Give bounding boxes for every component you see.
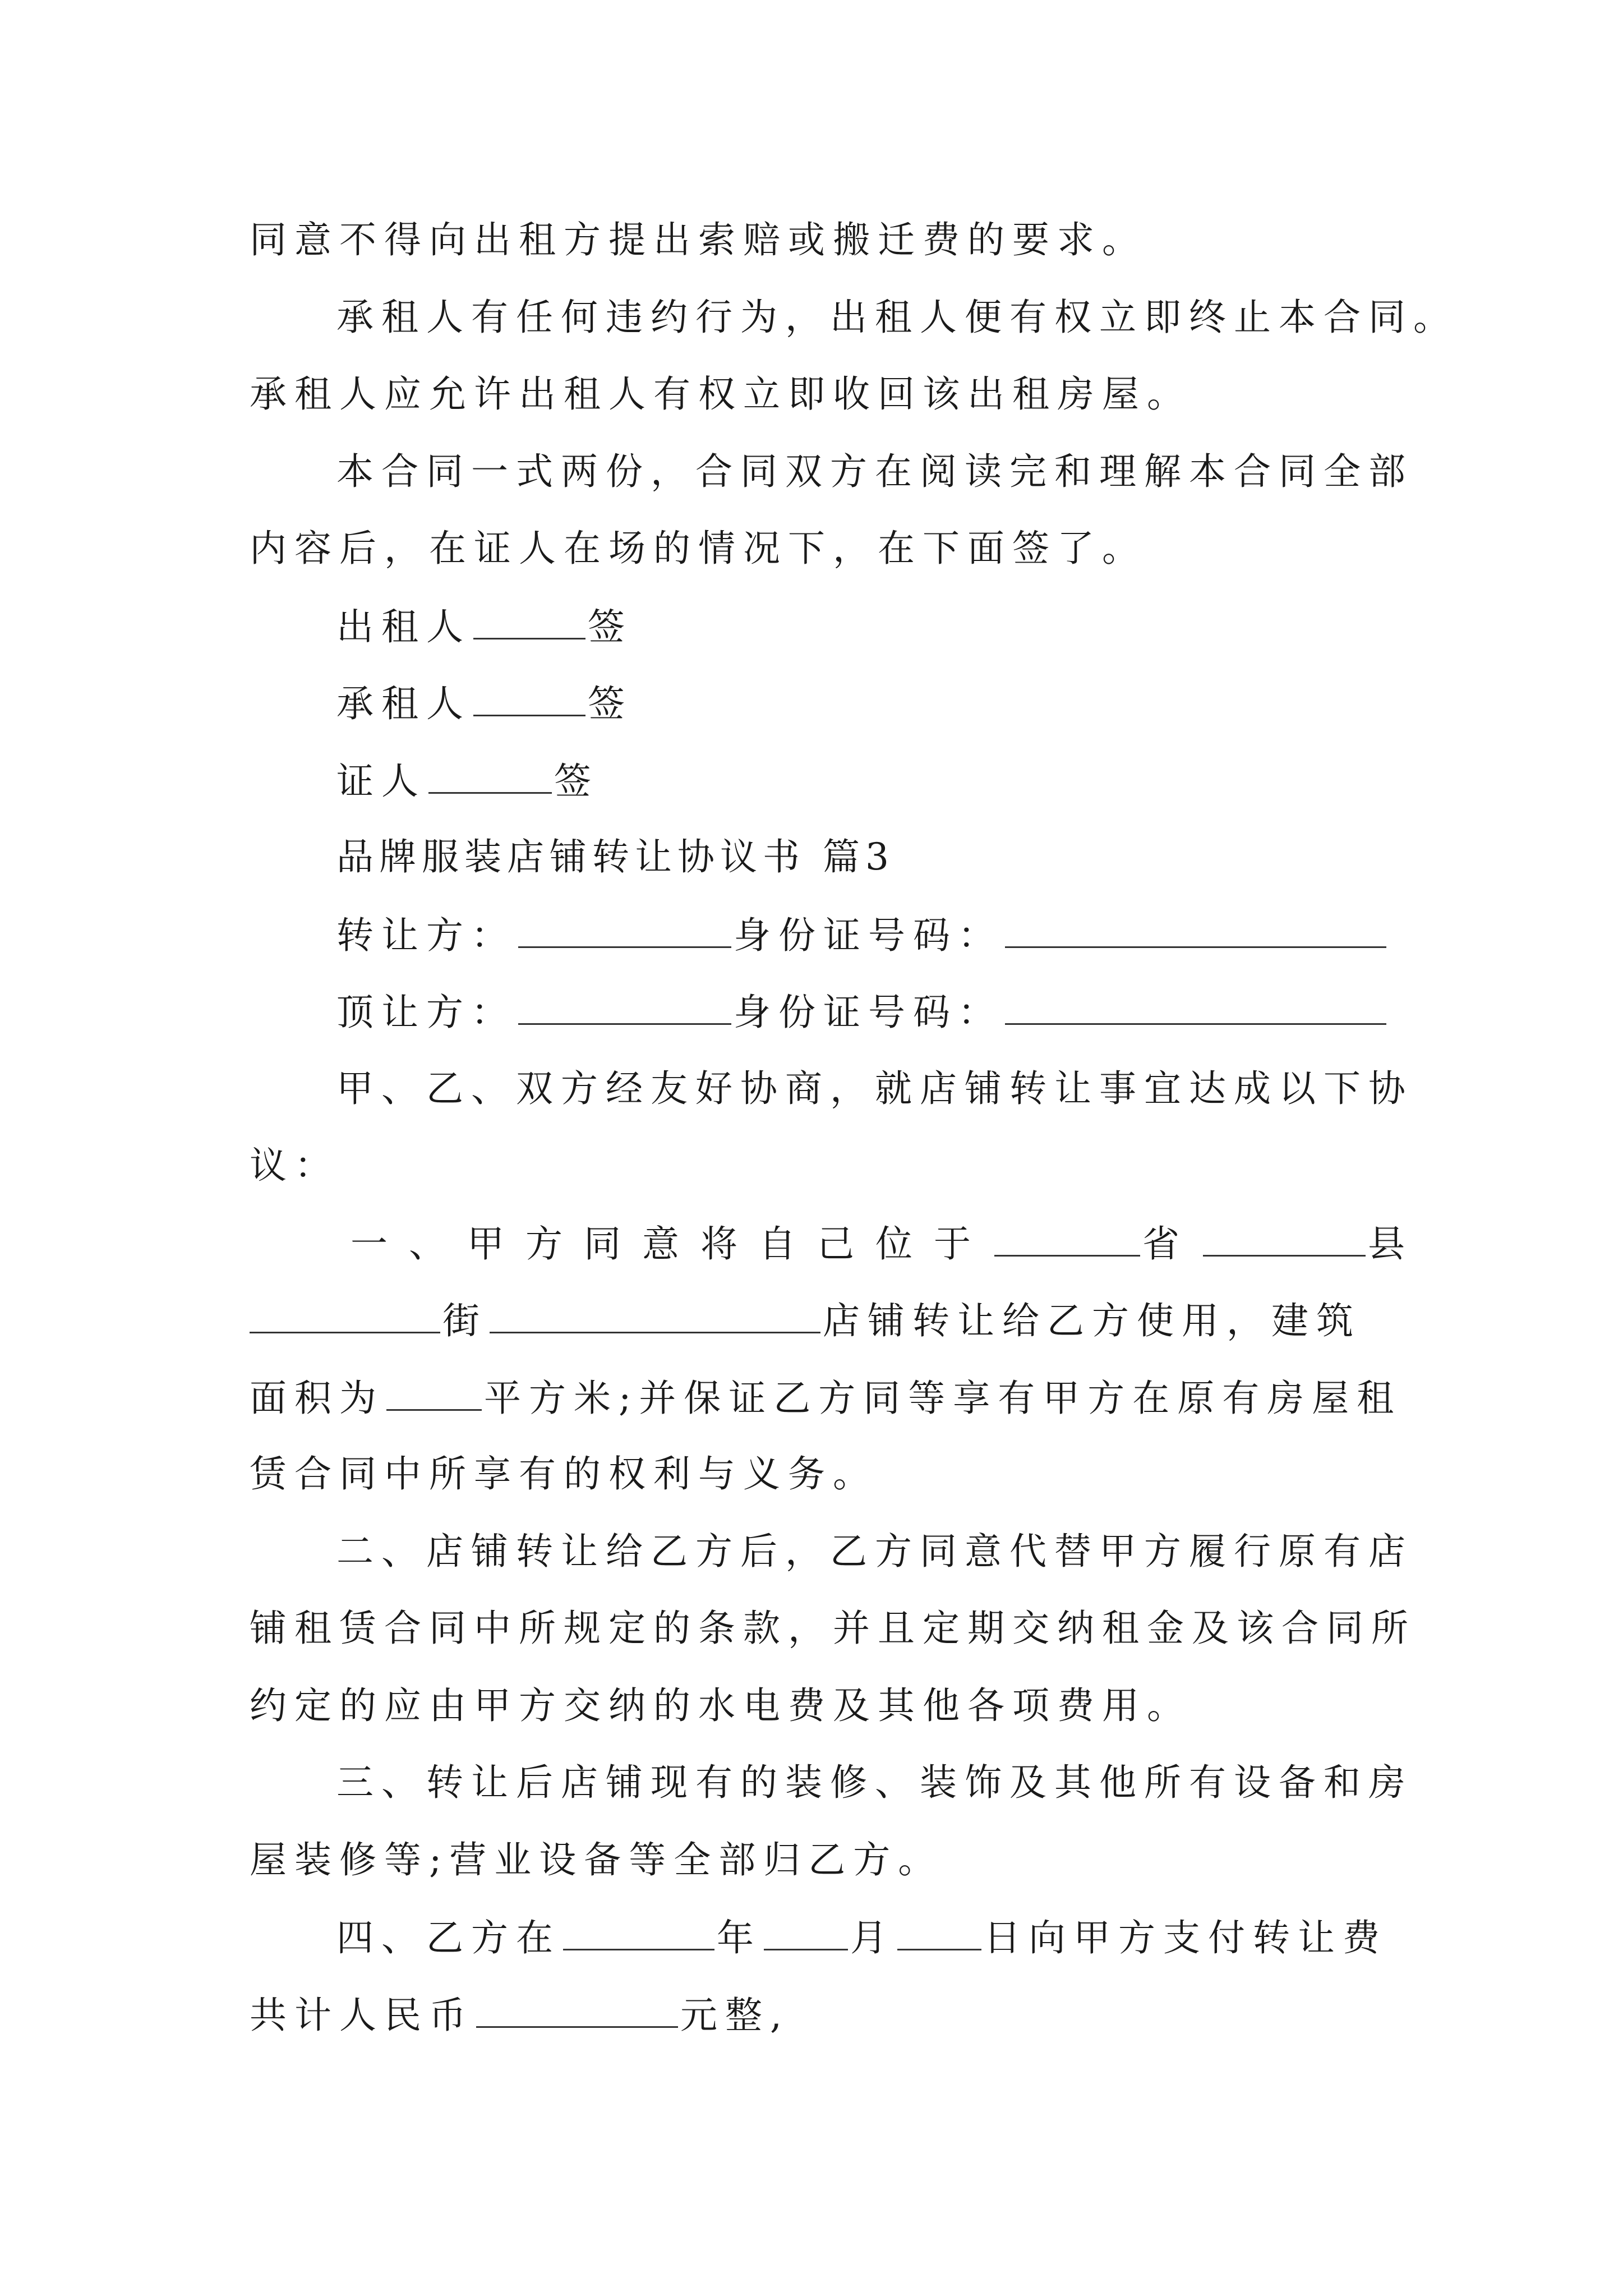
- text: 三、转让后店铺现有的装修、装饰及其他所有设备和房: [336, 1761, 1413, 1804]
- id-blank: [1005, 993, 1386, 1025]
- blank-year: [563, 1918, 714, 1950]
- text: 议：: [250, 1144, 339, 1187]
- text: 省: [1142, 1222, 1201, 1266]
- text: 街: [442, 1299, 487, 1342]
- text: 一、甲方同意将自己位于: [351, 1222, 992, 1266]
- paragraph-line: [336, 450, 1413, 493]
- text: 甲、乙、双方经友好协商，就店铺转让事宜达成以下协: [336, 1067, 1413, 1110]
- text: 四、乙方在: [336, 1916, 561, 1959]
- label: 证人: [336, 760, 426, 803]
- blank-month: [764, 1918, 848, 1950]
- text: 平方米;并保证乙方同等享有甲方在原有房屋租: [484, 1377, 1402, 1420]
- text: 赁合同中所享有的权利与义务。: [250, 1452, 878, 1496]
- paragraph-line: [336, 1761, 1413, 1804]
- signature-witness: [336, 760, 599, 803]
- text: 内容后，在证人在场的情况下，在下面签了。: [250, 527, 1147, 570]
- text: 县: [1368, 1222, 1426, 1266]
- transferee-row: [336, 991, 1389, 1034]
- paragraph-line: [250, 527, 1147, 570]
- signature-blank: [473, 684, 585, 716]
- text: 本合同一式两份，合同双方在阅读完和理解本合同全部: [336, 450, 1413, 493]
- paragraph-line: [250, 1452, 878, 1496]
- paragraph-line: [336, 296, 1458, 339]
- blank-street-prefix: [250, 1301, 440, 1333]
- text: 月: [850, 1916, 895, 1959]
- clause-1-line-3: [250, 1377, 1402, 1420]
- label: 转让方：: [336, 914, 516, 957]
- clause-1-line-2: [250, 1301, 1361, 1340]
- section-title: [336, 835, 895, 878]
- label: 出租人: [336, 605, 471, 648]
- suffix: 签: [588, 605, 633, 648]
- blank-county: [1203, 1225, 1366, 1257]
- text: 日向甲方支付转让费: [984, 1916, 1387, 1959]
- paragraph-line: [250, 1144, 339, 1187]
- id-label: 身份证号码：: [734, 914, 1003, 957]
- text: 屋装修等;营业设备等全部归乙方。: [250, 1838, 943, 1881]
- blank-day: [897, 1918, 981, 1950]
- paragraph-line: [336, 1067, 1413, 1110]
- text: 面积为: [250, 1377, 384, 1420]
- signature-blank: [428, 762, 552, 794]
- blank-amount: [476, 1996, 678, 2028]
- text: 承租人应允许出租人有权立即收回该出租房屋。: [250, 372, 1192, 416]
- paragraph-line: [250, 1838, 943, 1881]
- name-blank: [518, 993, 731, 1025]
- paragraph-line: [250, 218, 1147, 261]
- name-blank: [518, 916, 731, 948]
- paragraph-line: [250, 1684, 1192, 1727]
- label: 顶让方：: [336, 991, 516, 1034]
- label: 承租人: [336, 682, 471, 725]
- text: 年: [717, 1916, 762, 1959]
- blank-province: [994, 1225, 1140, 1257]
- paragraph-line: [336, 1530, 1413, 1573]
- signature-blank: [473, 608, 585, 639]
- paragraph-line: [250, 1607, 1416, 1650]
- text: 承租人有任何违约行为，出租人便有权立即终止本合同。: [336, 296, 1458, 339]
- text: 元整,: [680, 1994, 790, 2037]
- blank-area: [386, 1379, 482, 1411]
- blank-street: [490, 1301, 820, 1333]
- text: 二、店铺转让给乙方后，乙方同意代替甲方履行原有店: [336, 1530, 1413, 1573]
- title-text: 品牌服装店铺转让协议书 篇3: [336, 835, 895, 878]
- suffix: 签: [588, 682, 633, 725]
- signature-lessor: [336, 605, 633, 648]
- text: 铺租赁合同中所规定的条款，并且定期交纳租金及该合同所: [250, 1607, 1416, 1650]
- clause-4-line-1: [336, 1918, 1387, 1957]
- id-label: 身份证号码：: [734, 991, 1003, 1034]
- text: 店铺转让给乙方使用，建筑: [823, 1299, 1361, 1342]
- text: 约定的应由甲方交纳的水电费及其他各项费用。: [250, 1684, 1192, 1727]
- clause-4-line-2: [250, 1994, 790, 2037]
- transferor-row: [336, 914, 1389, 957]
- paragraph-line: [250, 372, 1192, 416]
- text: 共计人民币: [250, 1994, 474, 2037]
- text: 同意不得向出租方提出索赔或搬迁费的要求。: [250, 218, 1147, 261]
- clause-1-line-1: [351, 1222, 1426, 1266]
- signature-lessee: [336, 684, 633, 723]
- id-blank: [1005, 916, 1386, 948]
- suffix: 签: [554, 760, 599, 803]
